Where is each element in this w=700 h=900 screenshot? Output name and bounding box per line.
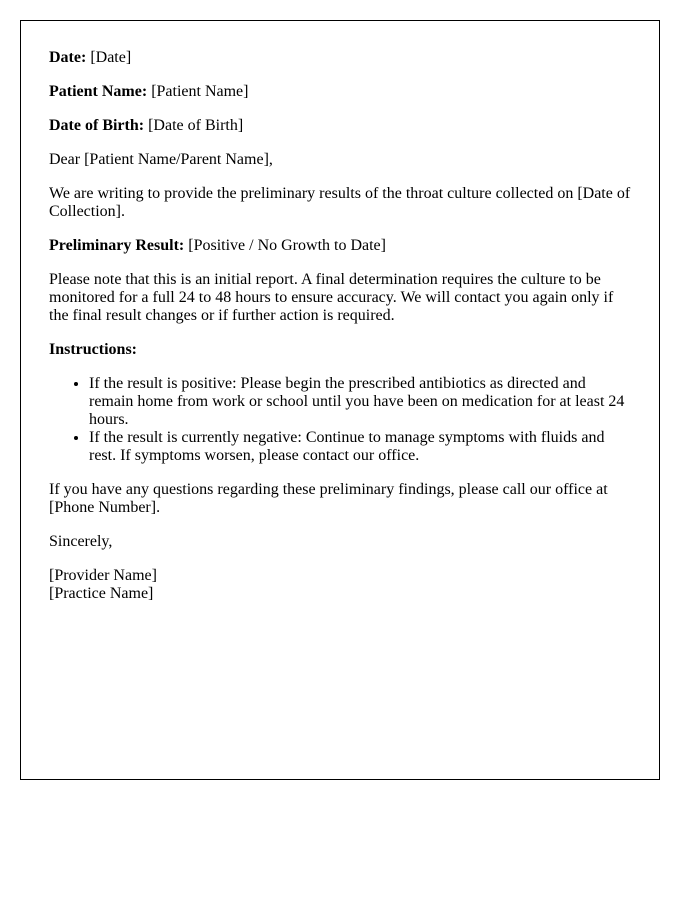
date-label: Date:: [49, 49, 87, 66]
instructions-heading-text: Instructions:: [49, 341, 138, 358]
salutation: Dear [Patient Name/Parent Name],: [49, 151, 273, 168]
instructions-heading: [49, 341, 631, 359]
result-label: Preliminary Result:: [49, 237, 185, 254]
date-line: [49, 49, 631, 67]
provider-name: [Provider Name]: [49, 567, 157, 584]
practice-name: [Practice Name]: [49, 585, 154, 602]
signature-block: [49, 567, 631, 603]
dob-value: [Date of Birth]: [148, 117, 244, 134]
instruction-item-negative: • If the result is currently negative: Continue to manage symptoms with fluids and rest. If symptoms worsen, please contact our office.: [89, 429, 631, 465]
dob-label: Date of Birth:: [49, 117, 145, 134]
date-value: [Date]: [90, 49, 132, 66]
result-value: [Positive / No Growth to Date]: [188, 237, 386, 254]
intro-paragraph: We are writing to provide the preliminary results of the throat culture collected on [Date of Collection].: [49, 185, 631, 220]
patient-name-line: [49, 83, 631, 101]
patient-name-label: Patient Name:: [49, 83, 148, 100]
instructions-list: [49, 375, 631, 465]
questions-paragraph: If you have any questions regarding these preliminary findings, please call our office at [Phone Number].: [49, 481, 608, 516]
closing: Sincerely,: [49, 533, 113, 550]
note-paragraph: Please note that this is an initial report. A final determination requires the culture to be monitored for a full 24 to 48 hours to ensure accuracy. We will contact you again only if the final result changes or if further action is required.: [49, 271, 614, 324]
patient-name-value: [Patient Name]: [151, 83, 249, 100]
result-line: [49, 237, 631, 255]
dob-line: [49, 117, 631, 135]
instruction-item-positive: • If the result is positive: Please begin the prescribed antibiotics as directed and remain home from work or school until you have been on medication for at least 24 hours.: [89, 375, 631, 429]
letter-page: [20, 20, 660, 780]
